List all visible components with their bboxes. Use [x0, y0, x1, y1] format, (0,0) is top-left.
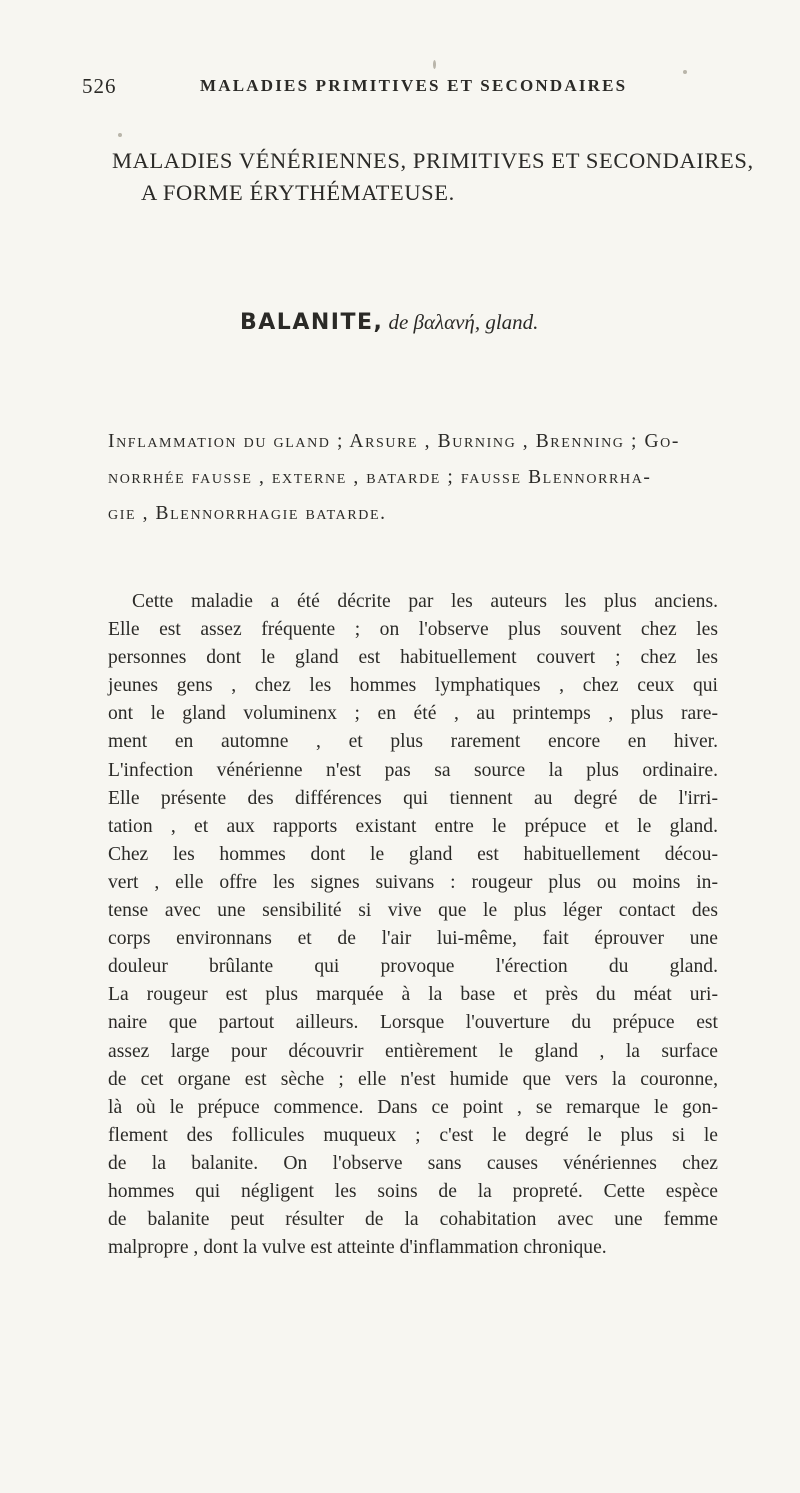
text-line: Chez les hommes dont le gland est habituellement décou-: [108, 843, 718, 865]
running-head: [72, 74, 732, 102]
text-line: ont le gland voluminenx ; en été , au printemps , plus rare-: [108, 703, 718, 725]
text-line: de cet organe est sèche ; elle n'est humide que vers la couronne,: [108, 1068, 718, 1090]
paper-speck: [683, 70, 687, 74]
text-line: naire que partout ailleurs. Lorsque l'ouverture du prépuce est: [108, 1012, 718, 1034]
section-heading-line-2: A FORME ÉRYTHÉMATEUSE.: [141, 180, 455, 205]
text-line: L'infection vénérienne n'est pas sa source la plus ordinaire.: [108, 759, 718, 781]
text-line: assez large pour découvrir entièrement le gland , la surface: [108, 1040, 718, 1062]
text-line: vert , elle offre les signes suivans : rougeur plus ou moins in-: [108, 871, 718, 893]
text-line: Cette maladie a été décrite par les auteurs les plus anciens.: [132, 591, 718, 612]
paper-speck: [433, 60, 436, 69]
text-line: là où le prépuce commence. Dans ce point , se remarque le gon-: [108, 1096, 718, 1118]
section-heading-line-1: MALADIES VÉNÉRIENNES, PRIMITIVES ET SECONDAIRES,: [112, 148, 754, 173]
page-number: 526: [82, 74, 117, 98]
text-line: douleur brûlante qui provoque l'érection du gland.: [108, 956, 718, 978]
text-line: flement des follicules muqueux ; c'est le degré le plus si le: [108, 1124, 718, 1146]
subject-etymology: de βαλανή, gland.: [388, 310, 539, 334]
text-line: de la balanite. On l'observe sans causes vénériennes chez: [108, 1152, 718, 1174]
text-line: ment en automne , et plus rarement encore en hiver.: [108, 731, 718, 753]
text-line: malpropre , dont la vulve est atteinte d'inflammation chronique.: [108, 1237, 607, 1259]
text-line: jeunes gens , chez les hommes lymphatiques , chez ceux qui: [108, 675, 718, 697]
text-line: de balanite peut résulter de la cohabitation avec une femme: [108, 1209, 718, 1231]
body-paragraph: [108, 588, 718, 1262]
synonyms-line: Inflammation du gland ; Arsure , Burning , Brenning ; Go-: [108, 431, 680, 452]
synonyms-line: gie , Blennorrhagie batarde.: [108, 503, 387, 524]
text-line: hommes qui négligent les soins de la propreté. Cette espèce: [108, 1180, 718, 1202]
text-line: tation , et aux rapports existant entre le prépuce et le gland.: [108, 815, 718, 837]
text-line: Elle présente des différences qui tiennent au degré de l'irri-: [108, 787, 718, 809]
text-line: personnes dont le gland est habituellement couvert ; chez les: [108, 647, 718, 669]
text-line: corps environnans et de l'air lui-même, fait éprouver une: [108, 928, 718, 950]
subject-name: BALANITE,: [240, 310, 384, 335]
subject-heading: [240, 310, 538, 335]
synonyms-block: [108, 424, 712, 532]
synonyms-line: norrhée fausse , externe , batarde ; fausse Blennorrha-: [108, 467, 652, 488]
text-line: Elle est assez fréquente ; on l'observe plus souvent chez les: [108, 619, 718, 641]
text-line: La rougeur est plus marquée à la base et près du méat uri-: [108, 984, 718, 1006]
running-title: MALADIES PRIMITIVES ET SECONDAIRES: [200, 76, 628, 95]
text-line: tense avec une sensibilité si vive que le plus léger contact des: [108, 900, 718, 922]
paper-speck: [118, 133, 122, 137]
